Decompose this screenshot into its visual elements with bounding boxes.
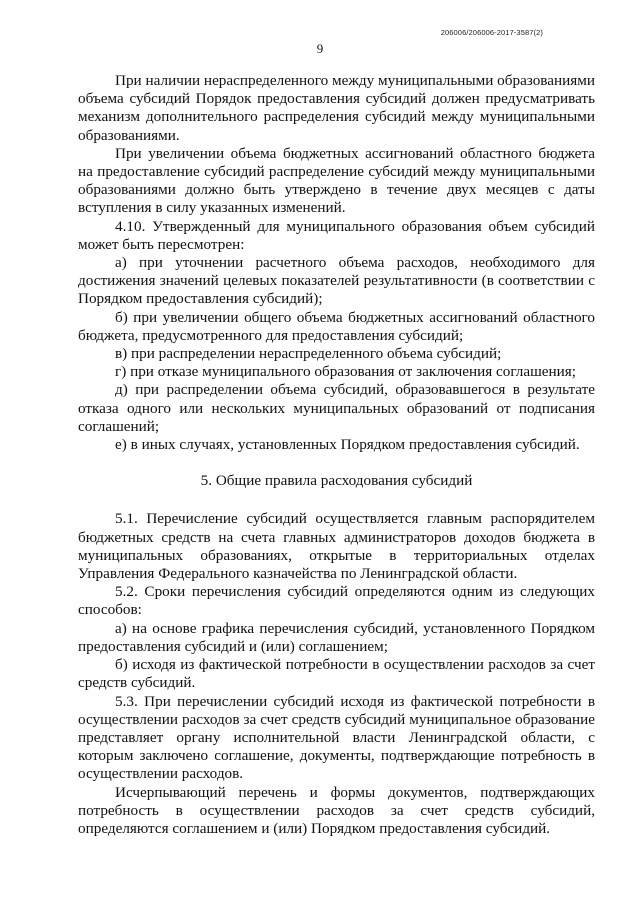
list-item-v: в) при распределении нераспределенного объема субсидий; xyxy=(115,345,502,363)
list-item-a: а) на основе графика перечисления субсидий, установленного Порядком предоставления субсидий и (или) соглашением; xyxy=(78,619,595,655)
document-code: 206006/206006-2017-3587(2) xyxy=(440,28,543,37)
paragraph: При увеличении объема бюджетных ассигнований областного бюджета на предоставление субсидий распределение субсидий между муниципальными образованиями должно быть утверждено в течение двух месяцев с даты вступления в силу указанных изменений. xyxy=(78,144,595,217)
list-item-d: д) при распределении объема субсидий, образовавшегося в результате отказа одного или нескольких муниципальных образований от подписания соглашений; xyxy=(78,381,595,435)
paragraph: При наличии нераспределенного между муниципальными образованиями объема субсидий Порядок предоставления субсидий должен предусматривать механизм дополнительного распределения субсидий между муниципальными образованиями. xyxy=(78,72,595,144)
paragraph: 5.1. Перечисление субсидий осуществляется главным распорядителем бюджетных средств на счета главных администраторов доходов бюджета в муниципальных образованиях, открытые в территориальных отделах Управления Федерального казначейства по Ленинградской области. xyxy=(78,510,595,583)
paragraph: 4.10. Утвержденный для муниципального образования объем субсидий может быть пересмотрен: xyxy=(78,217,595,253)
list-item-g: г) при отказе муниципального образования от заключения соглашения; xyxy=(115,363,576,381)
paragraph: Исчерпывающий перечень и формы документов, подтверждающих потребность в осуществлении расходов за счет средств субсидий, определяются соглашением и (или) Порядком предоставления субсидий. xyxy=(78,783,595,837)
document-body xyxy=(78,72,595,838)
list-item-a: а) при уточнении расчетного объема расходов, необходимого для достижения значений целевых показателей результативности (в соответствии с Порядком предоставления субсидий); xyxy=(78,254,595,308)
list-item-b: б) исходя из фактической потребности в осуществлении расходов за счет средств субсидий. xyxy=(78,656,595,692)
list-item-e: е) в иных случаях, установленных Порядком предоставления субсидий. xyxy=(115,436,580,454)
page-number: 9 xyxy=(316,41,324,56)
list-item-b: б) при увеличении общего объема бюджетных ассигнований областного бюджета, предусмотренного для предоставления субсидий; xyxy=(78,308,595,344)
paragraph: 5.2. Сроки перечисления субсидий определяются одним из следующих способов: xyxy=(78,583,595,619)
paragraph: 5.3. При перечислении субсидий исходя из фактической потребности в осуществлении расходов за счет средств субсидий муниципальное образование представляет органу исполнительной власти Ленинградской области, с которым заключено соглашение, документы, подтверждающие потребность в осуществлении расходов. xyxy=(78,692,595,783)
section-heading: 5. Общие правила расходования субсидий xyxy=(200,472,473,490)
